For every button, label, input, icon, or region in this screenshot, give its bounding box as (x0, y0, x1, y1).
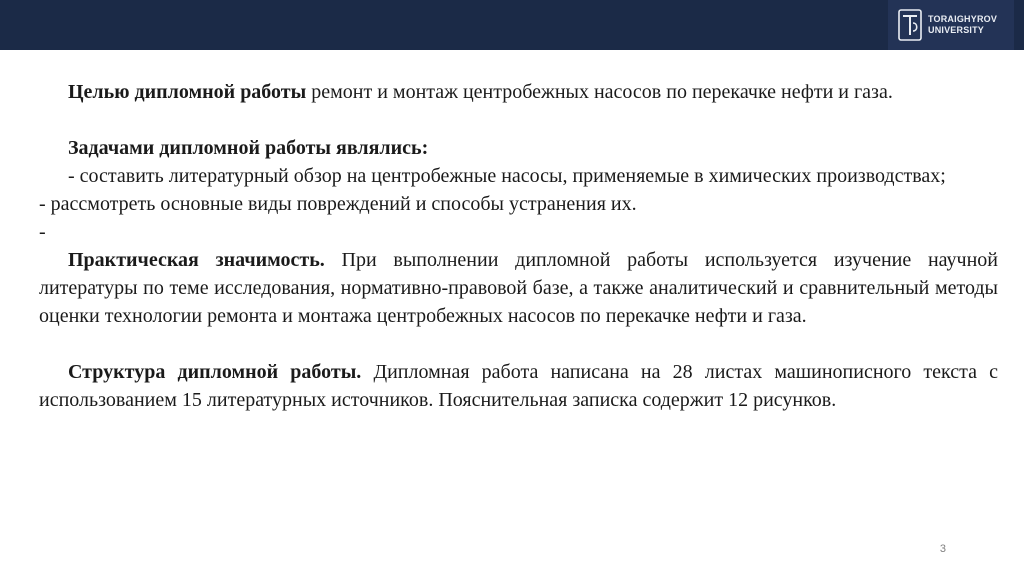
task-item-2: - рассмотреть основные виды повреждений и способы устранения их. (39, 193, 637, 215)
tasks-heading (39, 134, 998, 162)
goal-label: Целью дипломной работы (68, 81, 307, 103)
university-logo (888, 0, 1014, 50)
logo-line-1: TORAIGHYROV (928, 14, 998, 24)
task-item-1: - составить литературный обзор на центробежные насосы, применяемые в химических производствах; (68, 165, 946, 187)
spacer (39, 330, 998, 358)
practical-paragraph (39, 246, 998, 330)
practical-label: Практическая значимость. (68, 249, 325, 271)
goal-text: ремонт и монтаж центробежных насосов по перекачке нефти и газа. (306, 81, 893, 103)
top-banner (0, 0, 1024, 50)
practical-text: При выполнении дипломной работы используется изучение научной литературы по теме исследования, нормативно-правовой базе, а также аналитический и сравнительный методы оценки технологии ремонта и монтажа центробежных насосов по перекачке нефти и газа. (39, 249, 998, 327)
goal-paragraph (39, 78, 998, 106)
page-number: 3 (939, 543, 946, 555)
structure-paragraph (39, 358, 998, 414)
slide-body (39, 78, 998, 414)
structure-label: Структура дипломной работы. (68, 361, 362, 383)
university-monogram-icon (898, 9, 922, 41)
tasks-label: Задачами дипломной работы являлись: (68, 137, 429, 159)
spacer (39, 106, 998, 134)
task-item-3: - (39, 221, 46, 243)
logo-line-2: UNIVERSITY (928, 25, 985, 35)
structure-text: Дипломная работа написана на 28 листах машинописного текста с использованием 15 литературных источников. Пояснительная записка содержит 12 рисунков. (39, 361, 998, 411)
